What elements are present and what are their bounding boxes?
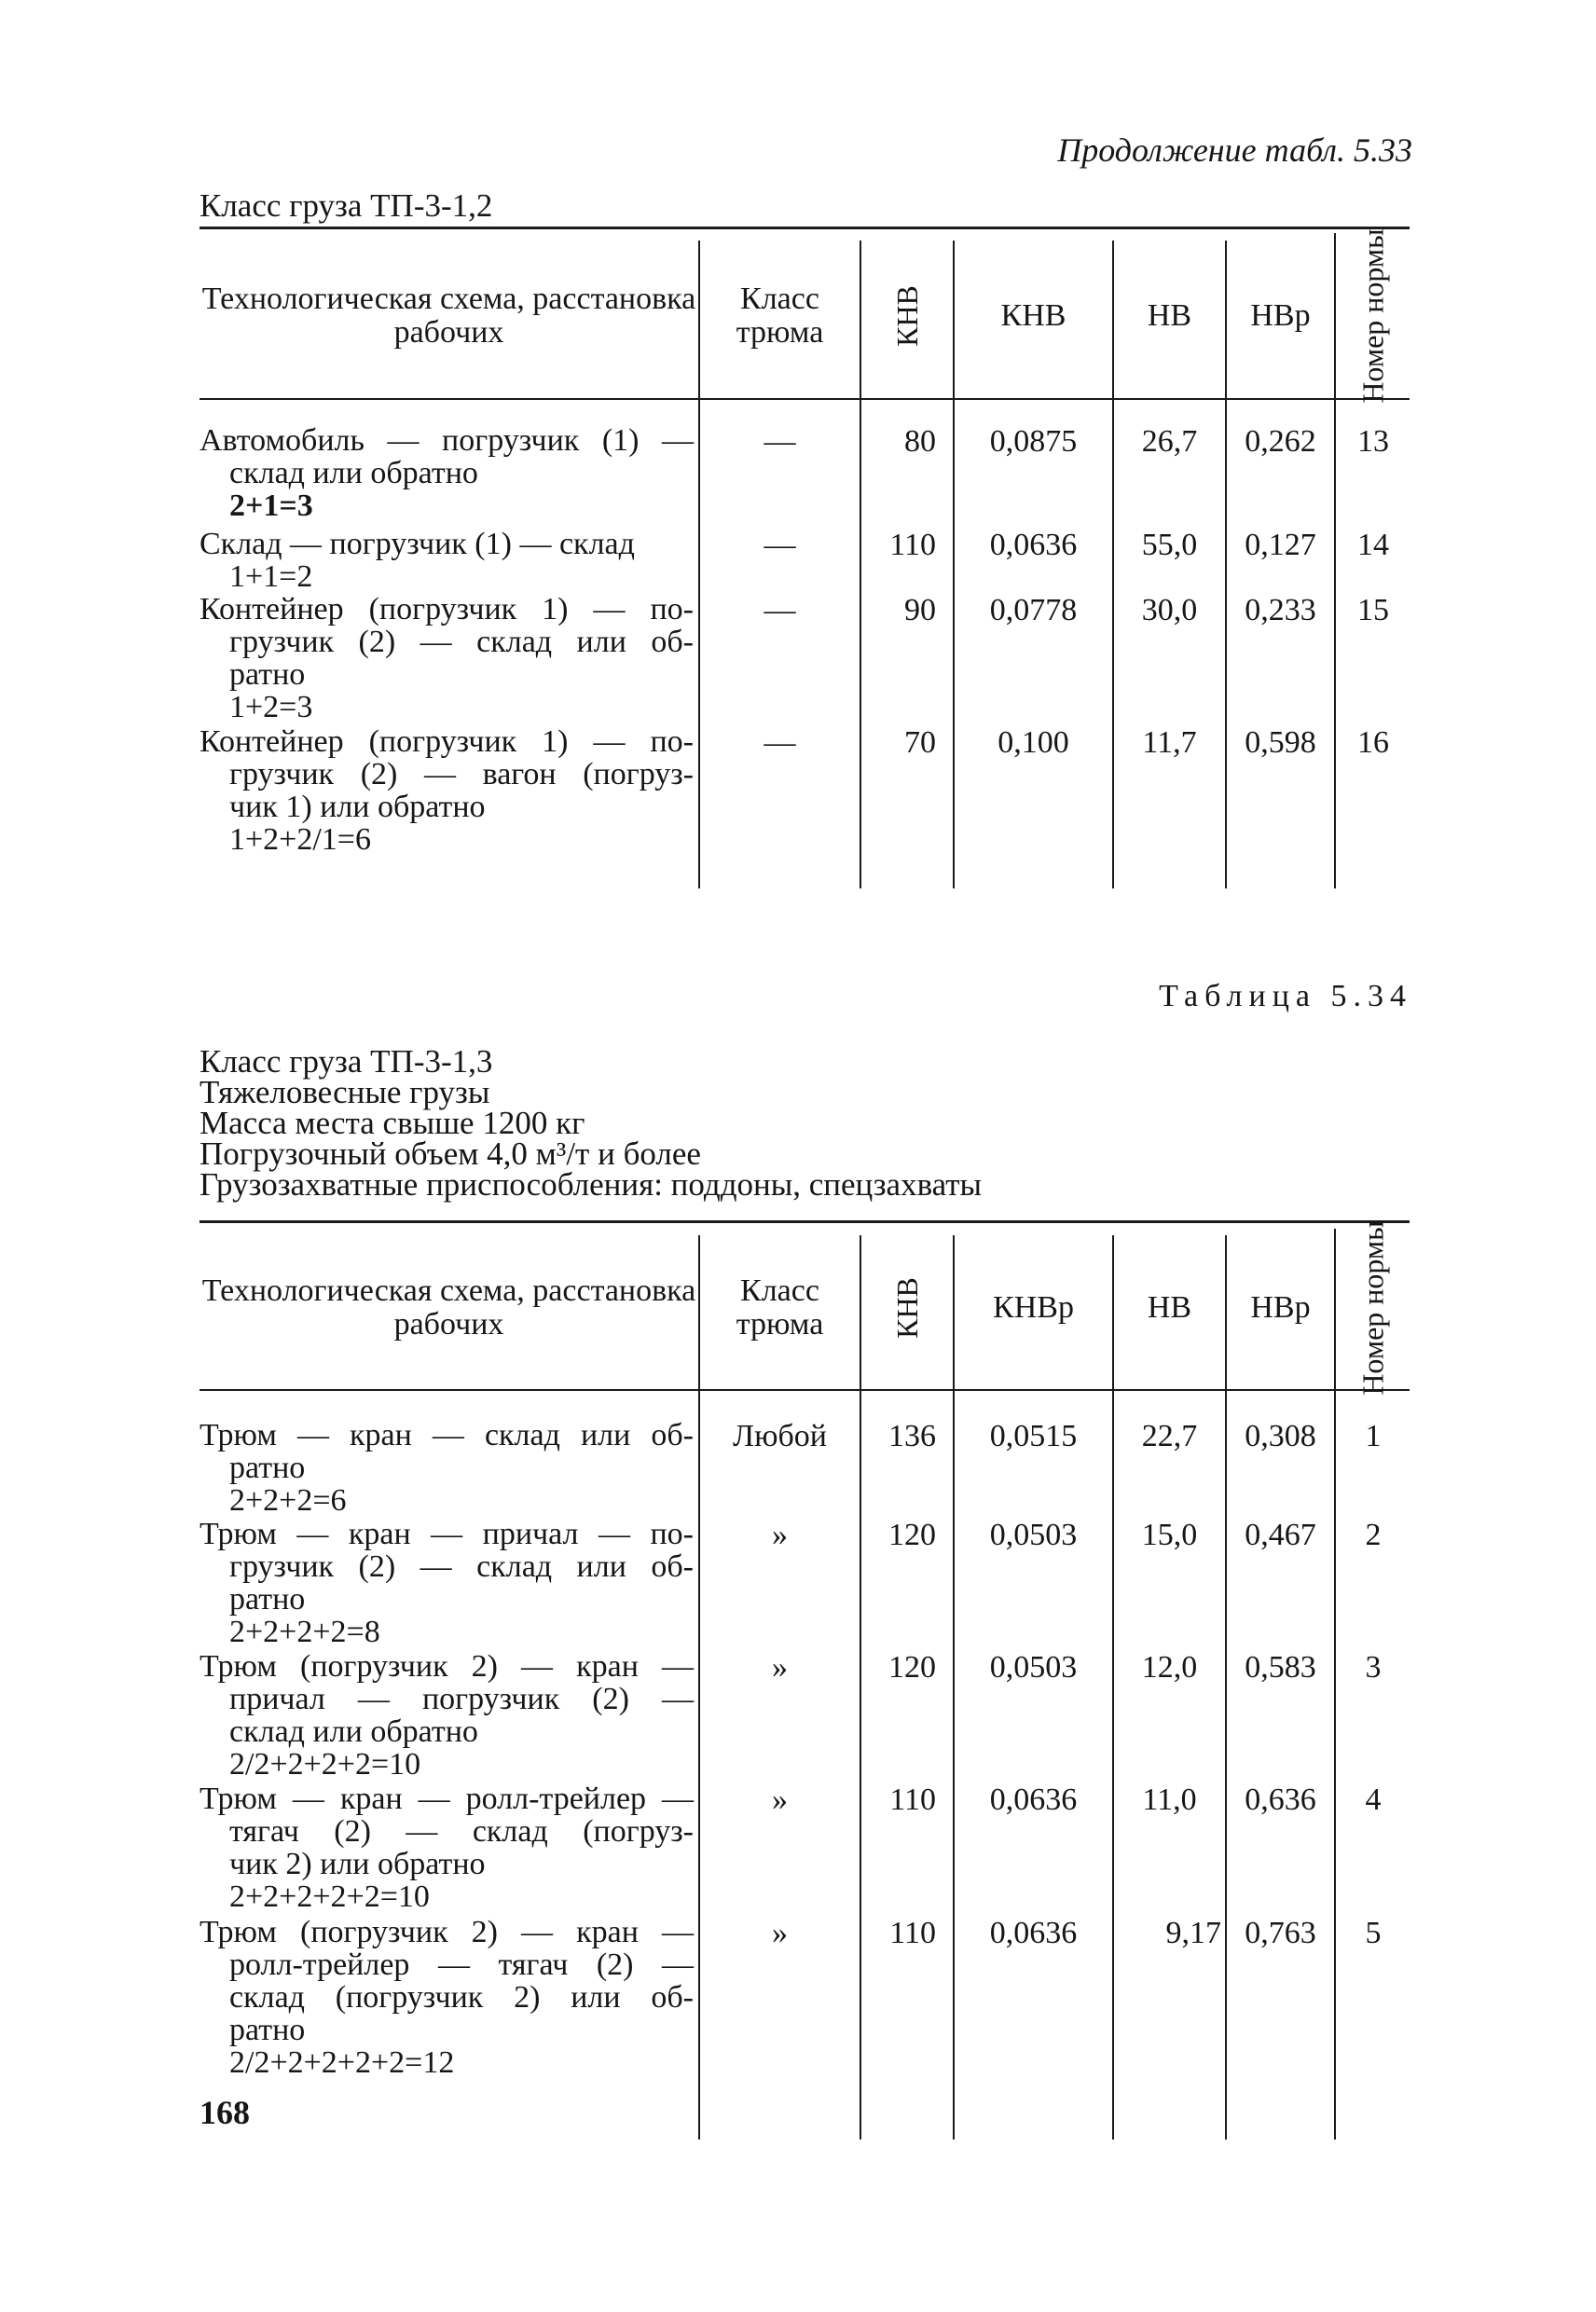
- cell-knv: 110: [889, 1916, 936, 1950]
- cell-nvr: 0,583: [1245, 1650, 1316, 1685]
- table2-header-rule: [200, 1389, 1410, 1391]
- scheme-line: Склад — погрузчик (1) — склад: [200, 527, 635, 561]
- table1-header-knv: КНВ: [889, 284, 924, 347]
- scheme-line: Контейнер (погрузчик 1) — по-: [200, 724, 694, 759]
- cell-nvr: 0,763: [1245, 1916, 1316, 1950]
- cell-nvr: 0,233: [1245, 593, 1316, 627]
- table1-header-scheme: Технологическая схема, расстановка рабочих: [201, 281, 696, 350]
- cell-knv: 136: [888, 1419, 936, 1453]
- cell-nvr: 0,636: [1245, 1782, 1316, 1817]
- table1-header-nvr: НВр: [1250, 297, 1311, 333]
- table2-header-hold-class: Класс трюма: [736, 1273, 824, 1342]
- cell-knvr: 0,0503: [989, 1650, 1078, 1685]
- scheme-line: грузчик (2) — вагон (погруз-: [229, 757, 694, 791]
- cell-knv2: 0,100: [998, 725, 1069, 760]
- cell-norm-no: 13: [1357, 424, 1389, 459]
- scheme-line: причал — погрузчик (2) —: [229, 1682, 694, 1716]
- scheme-line: Автомобиль — погрузчик (1) —: [200, 423, 694, 458]
- table1-row: [200, 593, 694, 723]
- cell-nvr: 0,467: [1245, 1518, 1316, 1552]
- cell-knv2: 0,0778: [989, 593, 1078, 627]
- scheme-formula: 2+2+2=6: [229, 1483, 347, 1518]
- scheme-line: ратно: [229, 1451, 306, 1485]
- table2-row: [200, 1419, 694, 1517]
- cell-hold-class: —: [764, 593, 796, 627]
- scheme-line: ратно: [229, 657, 306, 692]
- cell-nvr: 0,262: [1245, 424, 1316, 459]
- scheme-line: Трюм (погрузчик 2) — кран —: [200, 1649, 694, 1684]
- table2-header-nv: НВ: [1147, 1290, 1192, 1325]
- scheme-line: склад или обратно: [229, 1714, 478, 1749]
- table2-header-knvr: КНВр: [993, 1290, 1074, 1325]
- cell-knvr: 0,0636: [989, 1916, 1078, 1950]
- cell-knv: 70: [904, 725, 936, 760]
- scheme-line: ратно: [229, 1582, 306, 1617]
- cell-norm-no: 2: [1365, 1518, 1382, 1552]
- cell-knv: 90: [904, 593, 936, 627]
- scheme-formula: 2+2+2+2=8: [229, 1615, 380, 1649]
- cell-knv: 120: [888, 1518, 936, 1552]
- table2-header-knv: КНВ: [889, 1277, 924, 1339]
- table1-top-rule: [200, 227, 1410, 229]
- table1-header-knv2: КНВ: [1000, 297, 1066, 333]
- cell-knv2: 0,0636: [989, 528, 1078, 562]
- cell-norm-no: 5: [1365, 1916, 1382, 1950]
- cell-knv: 110: [889, 1782, 936, 1817]
- scheme-line: Трюм — кран — склад или об-: [200, 1418, 694, 1452]
- table2-title: Таблица 5.34: [1159, 979, 1412, 1013]
- cell-nvr: 0,127: [1245, 528, 1316, 562]
- cell-knvr: 0,0503: [989, 1518, 1078, 1552]
- cell-hold-class: —: [764, 424, 796, 459]
- continuation-title: Продолжение табл. 5.33: [1057, 131, 1412, 169]
- table2-row: [200, 1916, 694, 2079]
- scheme-line: чик 1) или обратно: [229, 790, 486, 824]
- scheme-formula: 1+2+2/1=6: [229, 822, 371, 857]
- table2-info-line: Погрузочный объем 4,0 м³/т и более: [200, 1135, 701, 1172]
- table1-row: [200, 725, 694, 856]
- table1-header-nv: НВ: [1147, 297, 1192, 333]
- table1-row: [200, 424, 694, 522]
- cell-hold-class: —: [764, 528, 796, 562]
- table2-info-line: Грузозахватные приспособления: поддоны, спецзахваты: [200, 1166, 983, 1203]
- scheme-line: грузчик (2) — склад или об-: [229, 1549, 694, 1584]
- table2-header-nvr: НВр: [1250, 1290, 1311, 1325]
- table2-info-line: Тяжеловесные грузы: [200, 1074, 490, 1110]
- cell-nvr: 0,598: [1245, 725, 1316, 760]
- scheme-line: ролл-трейлер — тягач (2) —: [229, 1947, 694, 1982]
- cell-knvr: 0,0515: [989, 1419, 1078, 1453]
- scheme-line: Контейнер (погрузчик 1) — по-: [200, 592, 694, 626]
- scheme-line: Трюм — кран — причал — по-: [200, 1517, 694, 1551]
- scheme-line: склад или обратно: [229, 456, 478, 490]
- cell-nv: 15,0: [1141, 1518, 1198, 1552]
- table1-row: [200, 528, 694, 593]
- cell-nv: 11,7: [1142, 725, 1197, 760]
- cell-nv: 30,0: [1141, 593, 1198, 627]
- scheme-formula: 1+1=2: [229, 559, 313, 594]
- cell-hold-class: »: [772, 1916, 788, 1950]
- cell-nv: 9,17: [1165, 1916, 1221, 1950]
- scheme-line: Трюм — кран — ролл-трейлер —: [200, 1782, 694, 1816]
- table1-header-hold-class: Класс трюма: [736, 281, 824, 350]
- cell-norm-no: 4: [1365, 1782, 1382, 1817]
- cell-nv: 12,0: [1141, 1650, 1198, 1685]
- scheme-line: тягач (2) — склад (погруз-: [229, 1814, 694, 1849]
- cell-hold-class: »: [772, 1782, 788, 1817]
- table2-info-line: Класс груза ТП-3-1,3: [200, 1043, 493, 1080]
- scheme-line: чик 2) или обратно: [229, 1847, 486, 1881]
- cell-nvr: 0,308: [1245, 1419, 1316, 1453]
- cell-hold-class: »: [772, 1518, 788, 1552]
- cell-knvr: 0,0636: [989, 1782, 1078, 1817]
- page-number: 168: [200, 2094, 250, 2131]
- cell-knv: 110: [889, 528, 936, 562]
- table2-info-line: Масса места свыше 1200 кг: [200, 1105, 585, 1141]
- cell-knv: 120: [888, 1650, 936, 1685]
- cell-nv: 11,0: [1142, 1782, 1197, 1817]
- table1-cargo-class: Класс груза ТП-3-1,2: [200, 187, 493, 224]
- scheme-line: склад (погрузчик 2) или об-: [229, 1980, 694, 2015]
- scheme-line: грузчик (2) — склад или об-: [229, 625, 694, 659]
- table2-top-rule: [200, 1220, 1410, 1223]
- scheme-formula: 2/2+2+2+2+2=12: [229, 2045, 455, 2080]
- table2-row: [200, 1518, 694, 1648]
- cell-norm-no: 15: [1357, 593, 1389, 627]
- cell-knv2: 0,0875: [989, 424, 1078, 459]
- cell-nv: 22,7: [1141, 1419, 1198, 1453]
- cell-norm-no: 16: [1357, 725, 1389, 760]
- scheme-formula: 2+1=3: [229, 489, 313, 523]
- scheme-formula: 2/2+2+2+2=10: [229, 1747, 421, 1782]
- scheme-line: Трюм (погрузчик 2) — кран —: [200, 1915, 694, 1949]
- cell-nv: 26,7: [1141, 424, 1198, 459]
- cell-norm-no: 14: [1357, 528, 1389, 562]
- cell-hold-class: —: [764, 725, 796, 760]
- cell-norm-no: 1: [1365, 1419, 1382, 1453]
- table2-header-norm-no: Номер нормы: [1356, 1220, 1390, 1396]
- scheme-formula: 2+2+2+2+2=10: [229, 1879, 430, 1914]
- cell-hold-class: Любой: [733, 1419, 827, 1453]
- cell-norm-no: 3: [1365, 1650, 1382, 1685]
- table1-header-norm-no: Номер нормы: [1356, 227, 1390, 404]
- scheme-formula: 1+2=3: [229, 690, 313, 724]
- cell-nv: 55,0: [1141, 528, 1198, 562]
- table2-row: [200, 1650, 694, 1781]
- table2-row: [200, 1782, 694, 1913]
- table2-header-scheme: Технологическая схема, расстановка рабочих: [201, 1273, 696, 1342]
- cell-hold-class: »: [772, 1650, 788, 1685]
- table1-header-rule: [200, 398, 1410, 400]
- scheme-line: ратно: [229, 2013, 306, 2047]
- cell-knv: 80: [904, 424, 936, 459]
